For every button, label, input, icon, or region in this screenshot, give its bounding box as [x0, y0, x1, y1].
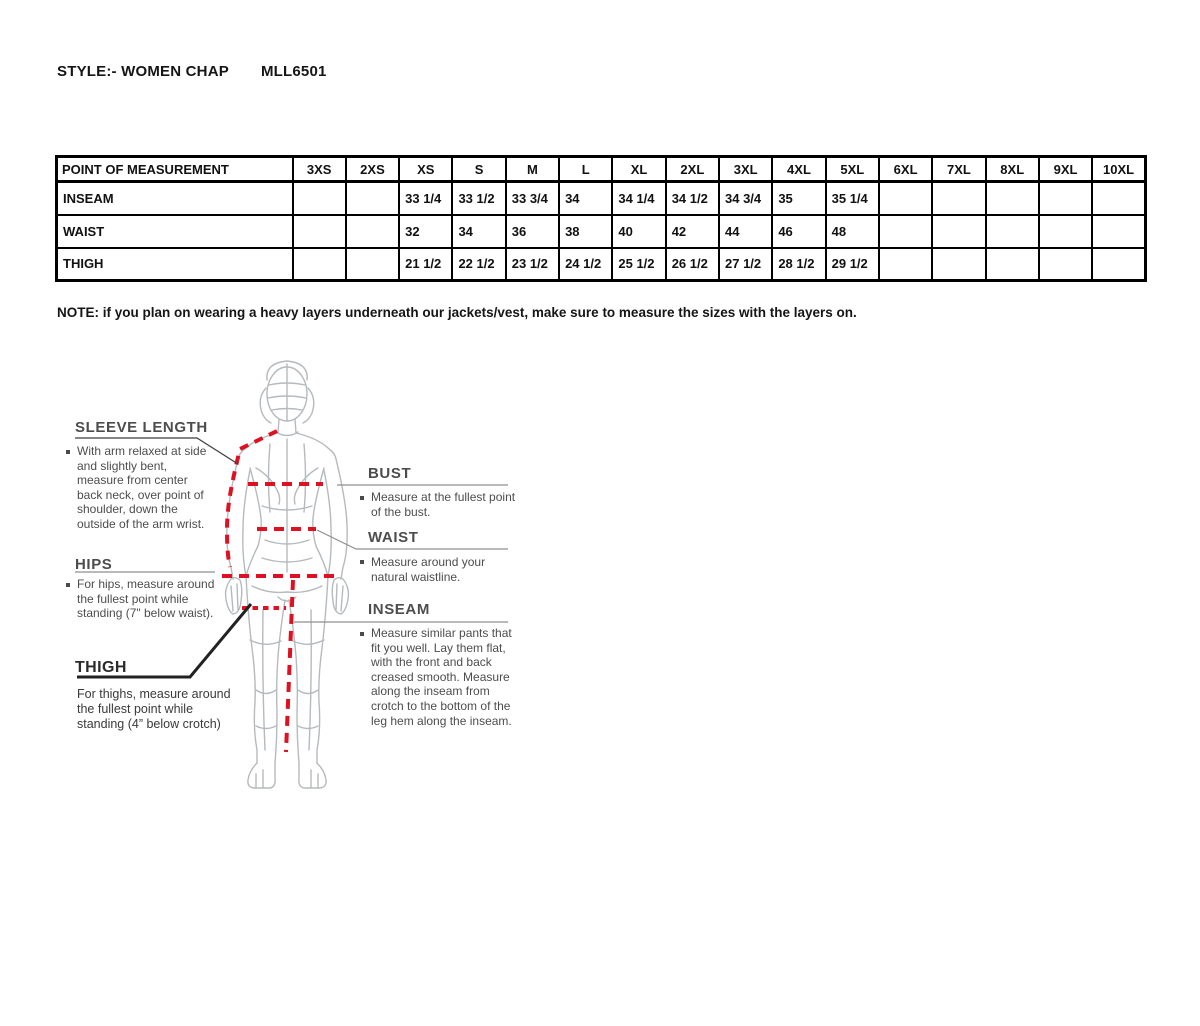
inseam-description: Measure similar pants that fit you well. Lay them flat, with the front and back creased smooth. Measure along the inseam from crotch to the bottom of the leg hem along the inseam.: [371, 626, 512, 728]
value-cell: 22 1/2: [452, 248, 505, 281]
header-cell: 8XL: [986, 157, 1039, 182]
header-cell: 10XL: [1092, 157, 1145, 182]
waist-heading: WAIST: [368, 529, 419, 546]
header-cell: XL: [612, 157, 665, 182]
hips-bullet-icon: [66, 583, 70, 587]
header-cell: L: [559, 157, 612, 182]
bust-description: Measure at the fullest point of the bust.: [371, 490, 516, 519]
value-cell: 27 1/2: [719, 248, 772, 281]
value-cell: 34 3/4: [719, 182, 772, 215]
style-label: STYLE:- WOMEN CHAP: [57, 63, 229, 80]
value-cell: 34: [559, 182, 612, 215]
sleeve-length-description: With arm relaxed at side and slightly bent, measure from center back neck, over point of shoulder, down the outside of the arm wrist.: [77, 444, 207, 531]
value-cell: 25 1/2: [612, 248, 665, 281]
sleeve-length-heading: SLEEVE LENGTH: [75, 419, 208, 436]
bust-bullet-icon: [360, 496, 364, 500]
header-cell: 9XL: [1039, 157, 1092, 182]
bust-heading: BUST: [368, 465, 412, 482]
sleeve-length-bullet-icon: [66, 450, 70, 454]
header-cell: 3XS: [293, 157, 346, 182]
header-cell: 2XS: [346, 157, 399, 182]
inseam-heading: INSEAM: [368, 601, 430, 618]
value-cell: 28 1/2: [772, 248, 825, 281]
value-cell: 48: [826, 215, 879, 248]
inseam-bullet-icon: [360, 632, 364, 636]
note-text: NOTE: if you plan on wearing a heavy layers underneath our jackets/vest, make sure to measure the sizes with the layers on.: [57, 305, 857, 320]
header-cell: 7XL: [932, 157, 985, 182]
value-cell: 33 3/4: [506, 182, 559, 215]
hips-heading: HIPS: [75, 556, 113, 573]
header-cell: 5XL: [826, 157, 879, 182]
header-cell: 6XL: [879, 157, 932, 182]
waist-description: Measure around your natural waistline.: [371, 555, 486, 584]
value-cell: 33 1/4: [399, 182, 452, 215]
hips-description: For hips, measure around the fullest point while standing (7" below waist).: [77, 577, 215, 621]
header-cell: 3XL: [719, 157, 772, 182]
row-label-cell: THIGH: [57, 248, 293, 281]
header-cell: XS: [399, 157, 452, 182]
value-cell: 35 1/4: [826, 182, 879, 215]
value-cell: 44: [719, 215, 772, 248]
value-cell: 35: [772, 182, 825, 215]
header-cell: 4XL: [772, 157, 825, 182]
waist-bullet-icon: [360, 560, 364, 564]
value-cell: 42: [666, 215, 719, 248]
value-cell: 26 1/2: [666, 248, 719, 281]
header-cell: S: [452, 157, 505, 182]
value-cell: 29 1/2: [826, 248, 879, 281]
thigh-heading: THIGH: [75, 659, 127, 676]
thigh-description: For thighs, measure around the fullest point while standing (4” below crotch): [77, 687, 231, 731]
value-cell: 34 1/4: [612, 182, 665, 215]
header-cell: 2XL: [666, 157, 719, 182]
value-cell: 36: [506, 215, 559, 248]
header-cell: M: [506, 157, 559, 182]
value-cell: 46: [772, 215, 825, 248]
row-label-cell: WAIST: [57, 215, 293, 248]
value-cell: 32: [399, 215, 452, 248]
value-cell: 33 1/2: [452, 182, 505, 215]
value-cell: 38: [559, 215, 612, 248]
value-cell: 34 1/2: [666, 182, 719, 215]
value-cell: 21 1/2: [399, 248, 452, 281]
value-cell: 40: [612, 215, 665, 248]
style-code: MLL6501: [260, 63, 327, 80]
row-label-cell: INSEAM: [57, 182, 293, 215]
value-cell: 24 1/2: [559, 248, 612, 281]
header-cell: POINT OF MEASUREMENT: [57, 157, 293, 182]
value-cell: 34: [452, 215, 505, 248]
value-cell: 23 1/2: [506, 248, 559, 281]
